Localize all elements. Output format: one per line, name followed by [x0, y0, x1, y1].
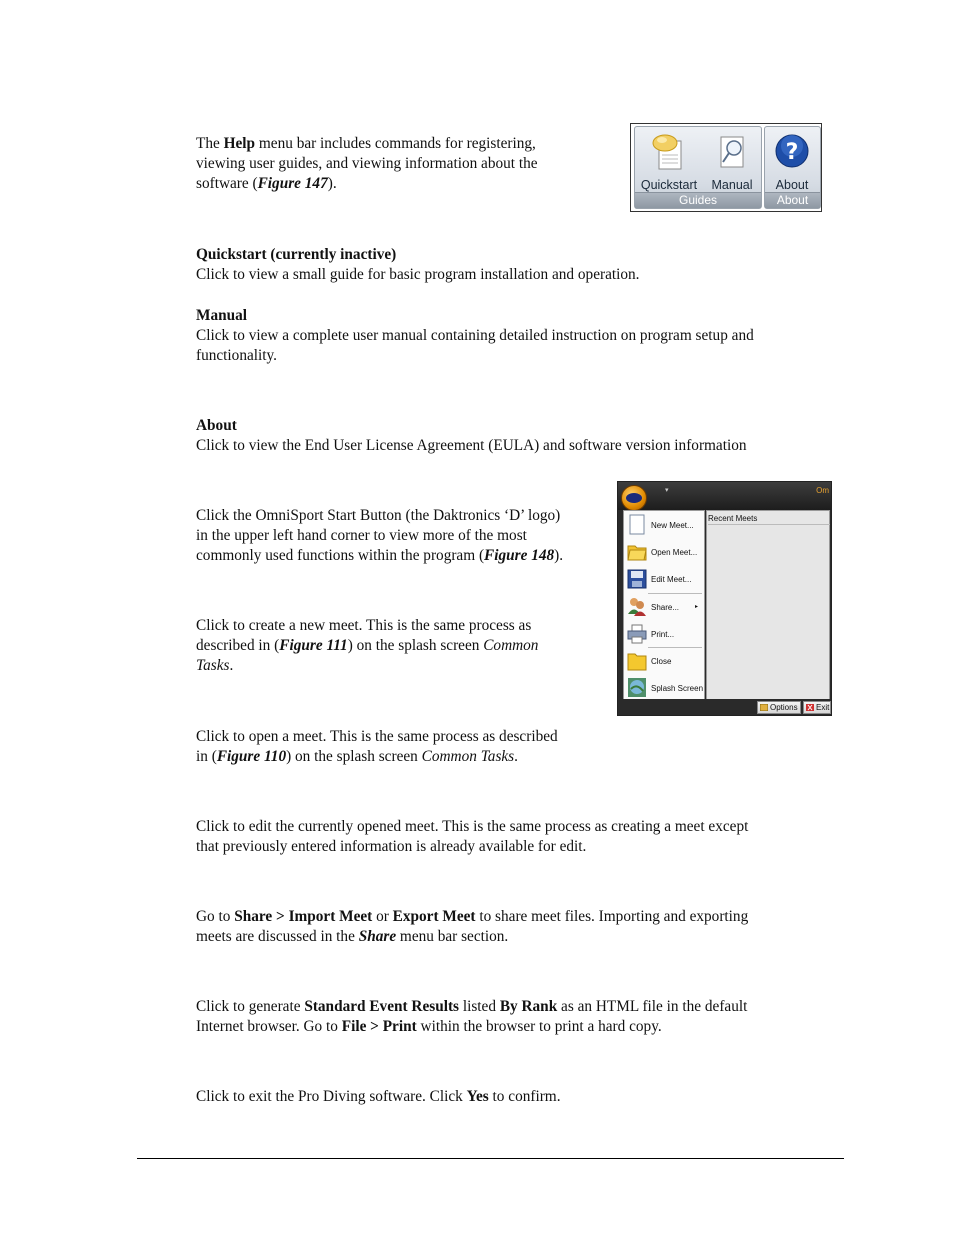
text: Go to — [196, 908, 235, 925]
quickstart-section — [196, 245, 640, 285]
edit-meet-section — [196, 817, 748, 857]
menu-item-label: Splash Screen — [651, 684, 704, 693]
share-section — [196, 907, 748, 947]
new-document-icon — [627, 514, 647, 535]
menu-item-new-meet[interactable] — [626, 512, 702, 538]
recent-meets-header: Recent Meets — [708, 514, 830, 525]
italic-text: Common Tasks — [421, 748, 515, 765]
menu-item-edit-meet[interactable] — [626, 566, 702, 592]
start-button-section — [196, 506, 563, 566]
text: in ( — [196, 748, 217, 765]
folder-icon — [627, 650, 647, 671]
quick-access-arrow-icon[interactable]: ▾ — [665, 487, 669, 494]
menu-item-label: Close — [651, 657, 672, 666]
text: that previously entered information is already available for edit. — [196, 838, 587, 855]
about-heading: About — [196, 417, 237, 434]
menu-item-share[interactable] — [626, 594, 702, 620]
about-button[interactable] — [767, 131, 817, 192]
text: Internet browser. Go to — [196, 1018, 342, 1035]
text: software ( — [196, 175, 258, 192]
text: in the upper left hand corner to view more of the most — [196, 527, 527, 544]
svg-text:?: ? — [785, 140, 799, 165]
figure-ref: Figure 148 — [484, 547, 555, 564]
menu-item-label: Open Meet... — [651, 548, 698, 557]
text: menu bar includes commands for registering, — [255, 135, 536, 152]
text: ). — [327, 175, 337, 192]
menu-item-close[interactable] — [626, 648, 702, 674]
about-section — [196, 416, 747, 456]
bold-italic-text: Share — [358, 928, 397, 945]
manual-body: functionality. — [196, 347, 277, 364]
quickstart-icon — [649, 131, 689, 173]
quickstart-label: Quickstart — [640, 178, 698, 192]
manual-section — [196, 306, 754, 366]
menu-item-label: New Meet... — [651, 521, 694, 530]
text: commonly used functions within the program ( — [196, 547, 485, 564]
text: Click to edit the currently opened meet. This is the same process as creating a meet except — [196, 818, 749, 835]
text: Click to open a meet. This is the same process as described — [196, 728, 558, 745]
text: ) on the splash screen — [347, 637, 484, 654]
bold-text: Yes — [466, 1088, 489, 1105]
exit-section — [196, 1087, 561, 1107]
text: listed — [459, 998, 500, 1015]
open-meet-section — [196, 727, 558, 767]
quickstart-body: Click to view a small guide for basic program installation and operation. — [196, 266, 640, 283]
about-group-label: About — [765, 192, 820, 208]
daktronics-logo-icon[interactable] — [621, 485, 647, 511]
help-term: Help — [223, 135, 256, 152]
bold-text: Standard Event Results — [304, 998, 460, 1015]
about-group — [764, 126, 821, 209]
window-title-fragment: Om — [816, 486, 829, 495]
text: . — [514, 748, 518, 765]
text: ) on the splash screen — [286, 748, 422, 765]
manual-button[interactable] — [705, 131, 759, 192]
text: as an HTML file in the default — [557, 998, 748, 1015]
recent-meets-panel — [706, 510, 830, 700]
text: Click to create a new meet. This is the same process as — [196, 617, 532, 634]
menu-item-label: Edit Meet... — [651, 575, 692, 584]
text: within the browser to print a hard copy. — [416, 1018, 662, 1035]
help-intro — [196, 134, 538, 194]
text: menu bar section. — [396, 928, 509, 945]
exit-label: Exit — [816, 703, 830, 712]
figure-ref: Figure 147 — [257, 175, 328, 192]
guides-group-label: Guides — [635, 192, 761, 208]
menu-item-splash-screen[interactable] — [626, 675, 702, 701]
text: viewing user guides, and viewing information about the — [196, 155, 538, 172]
close-icon — [806, 704, 814, 711]
manual-label: Manual — [711, 178, 753, 192]
users-share-icon — [627, 596, 647, 617]
help-ribbon-figure — [630, 123, 822, 212]
figure-ref: Figure 111 — [279, 637, 348, 654]
text: Click to generate — [196, 998, 305, 1015]
manual-icon — [712, 131, 752, 173]
bold-text: File > Print — [341, 1018, 417, 1035]
text: Click the OmniSport Start Button (the Daktronics ‘D’ logo) — [196, 507, 561, 524]
exit-button[interactable] — [803, 701, 831, 714]
menu-item-label: Print... — [651, 630, 675, 639]
bold-text: Export Meet — [392, 908, 476, 925]
text: to share meet files. Importing and exporting — [475, 908, 749, 925]
text: Click to exit the Pro Diving software. Click — [196, 1088, 467, 1105]
manual-heading: Manual — [196, 307, 247, 324]
text: described in ( — [196, 637, 280, 654]
start-menu-footer — [618, 699, 831, 715]
splash-screen-icon — [627, 677, 647, 698]
start-menu-titlebar — [618, 482, 831, 510]
quickstart-button[interactable] — [637, 131, 701, 192]
italic-text: Common — [483, 637, 539, 654]
print-section — [196, 997, 747, 1037]
start-menu-list — [623, 510, 705, 700]
menu-item-open-meet[interactable] — [626, 539, 702, 565]
options-label: Options — [770, 703, 798, 712]
bold-text: Share > Import Meet — [234, 908, 373, 925]
quickstart-heading: Quickstart (currently inactive) — [196, 246, 397, 263]
new-meet-section — [196, 616, 538, 676]
folder-open-icon — [627, 541, 647, 562]
bold-text: By Rank — [499, 998, 558, 1015]
text: to confirm. — [488, 1088, 561, 1105]
guides-group — [634, 126, 762, 209]
help-question-icon — [772, 131, 812, 173]
menu-item-print[interactable] — [626, 621, 702, 647]
text: . — [229, 657, 234, 674]
footer-rule — [137, 1158, 844, 1159]
text: The — [196, 135, 224, 152]
submenu-arrow-icon: ▸ — [694, 604, 698, 610]
menu-item-label: Share... — [651, 603, 680, 612]
printer-icon — [627, 623, 647, 644]
text: or — [372, 908, 393, 925]
save-disk-icon — [627, 568, 647, 589]
options-icon — [760, 704, 768, 711]
figure-ref: Figure 110 — [216, 748, 287, 765]
about-label: About — [775, 178, 809, 192]
text: meets are discussed in the — [196, 928, 359, 945]
options-button[interactable] — [757, 701, 801, 714]
text: ). — [554, 547, 564, 564]
manual-body: Click to view a complete user manual containing detailed instruction on program setup and — [196, 327, 754, 344]
italic-text: Tasks — [196, 657, 230, 674]
about-body: Click to view the End User License Agreement (EULA) and software version information — [196, 437, 747, 454]
start-menu-figure — [617, 481, 832, 716]
